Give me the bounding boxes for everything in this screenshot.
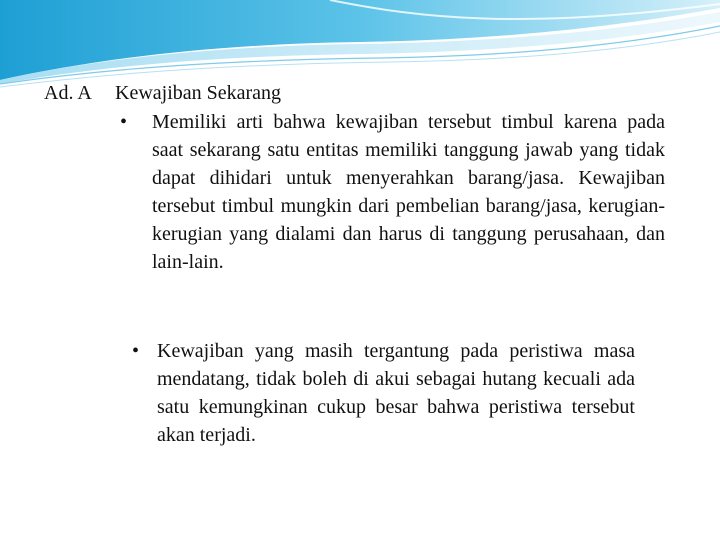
heading-label: Ad. A — [44, 82, 92, 104]
bullet-symbol: • — [120, 111, 128, 133]
wave-header-decoration — [0, 0, 720, 90]
bullet-symbol: • — [132, 340, 140, 362]
bullet-text: Memiliki arti bahwa kewajiban tersebut timbul karena pada saat sekarang satu entitas memiliki tanggung jawab yang tidak dapat dihidari untuk menyerahkan barang/jasa. Kewajiban tersebut timbul mungkin dari pembelian barang/jasa, kerugian-kerugian yang dialami dan harus di tanggung perusahaan, dan lain-lain. — [152, 111, 665, 273]
slide-heading — [44, 79, 281, 107]
heading-title: Kewajiban Sekarang — [115, 82, 282, 104]
bullet-text: Kewajiban yang masih tergantung pada peristiwa masa mendatang, tidak boleh di akui sebagai hutang kecuali ada satu kemungkinan cukup besar bahwa peristiwa tersebut akan terjadi. — [157, 340, 635, 446]
